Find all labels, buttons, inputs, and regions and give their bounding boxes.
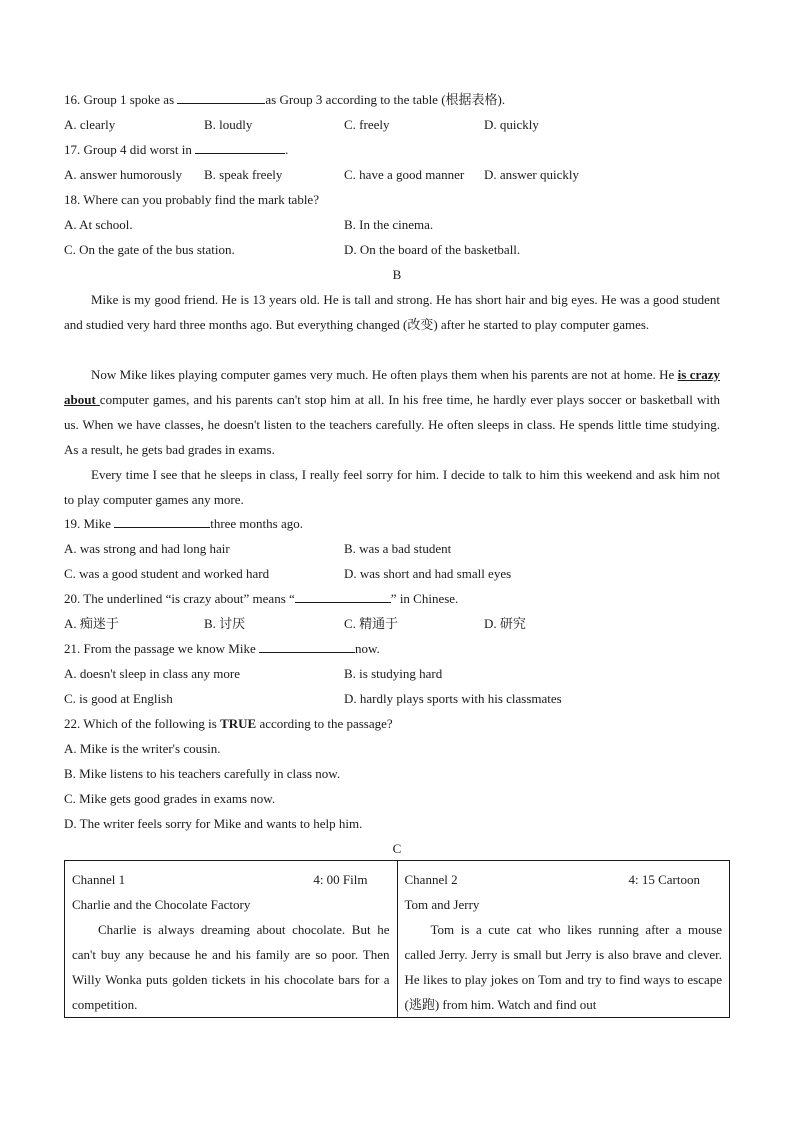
option-a: A. answer humorously xyxy=(64,167,183,182)
option-a: A. was strong and had long hair xyxy=(64,541,230,556)
section-heading-b: B xyxy=(392,267,402,282)
question-21-stem: 21. From the passage we know Mike now. xyxy=(64,641,380,656)
option-c: C. have a good manner xyxy=(344,167,465,182)
program-title: Charlie and the Chocolate Factory xyxy=(72,897,251,912)
question-20-stem: 20. The underlined “is crazy about” means “ ” in Chinese. xyxy=(64,591,459,606)
channel-name: Channel 1 xyxy=(72,872,126,887)
passage-paragraph-1: Mike is my good friend. He is 13 years old. He is tall and strong. He has short hair and big eyes. He was a good student and studied very hard three months ago. But everything changed (改变) after he started to play computer games. xyxy=(64,292,720,332)
channel-time: 4: 00 Film xyxy=(313,872,368,887)
option-b: B. 讨厌 xyxy=(204,616,246,631)
option-a: A. doesn't sleep in class any more xyxy=(64,666,240,681)
option-d: D. answer quickly xyxy=(484,167,579,182)
program-title: Tom and Jerry xyxy=(404,897,480,912)
question-17-stem: 17. Group 4 did worst in . xyxy=(64,142,289,157)
option-d: D. hardly plays sports with his classmates xyxy=(344,691,562,706)
option-b: B. loudly xyxy=(204,117,253,132)
channel-header xyxy=(72,867,390,892)
program-description: Tom is a cute cat who likes running after a mouse called Jerry. Jerry is small but Jerry is also brave and clever. He likes to play jokes on Tom and try to find ways to escape (逃跑) from him. Watch and find out xyxy=(404,922,722,1012)
option-c: C. 精通于 xyxy=(344,616,399,631)
channel-name: Channel 2 xyxy=(404,872,458,887)
option-b: B. is studying hard xyxy=(344,666,443,681)
option-c: C. was a good student and worked hard xyxy=(64,566,270,581)
option-c: C. is good at English xyxy=(64,691,173,706)
option-a: A. Mike is the writer's cousin. xyxy=(64,741,221,756)
question-22-stem: 22. Which of the following is TRUE according to the passage? xyxy=(64,716,393,731)
option-d: D. was short and had small eyes xyxy=(344,566,512,581)
channel-cell xyxy=(65,861,398,1018)
channel-cell xyxy=(397,861,730,1018)
answer-blank xyxy=(295,591,391,603)
option-b: B. speak freely xyxy=(204,167,283,182)
channel-table xyxy=(64,860,730,1018)
option-b: B. In the cinema. xyxy=(344,217,434,232)
option-a: A. At school. xyxy=(64,217,133,232)
option-b: B. was a bad student xyxy=(344,541,452,556)
passage-paragraph-2: Now Mike likes playing computer games very much. He often plays them when his parents are not at home. He is crazy about computer games, and his parents can't stop him at all. In his free time, he hardly ever plays soccer or basketball with us. When we have classes, he doesn't listen to the teachers carefully. He often sleeps in class. He spends little time studying. As a result, he gets bad grades in exams. xyxy=(64,367,720,457)
option-b: B. Mike listens to his teachers carefully in class now. xyxy=(64,766,341,781)
option-a: A. clearly xyxy=(64,117,116,132)
option-d: D. quickly xyxy=(484,117,539,132)
program-description: Charlie is always dreaming about chocolate. But he can't buy any because he and his family are so poor. Then Willy Wonka puts golden tickets in his chocolate bars for a competition. xyxy=(72,922,390,1012)
option-d: D. The writer feels sorry for Mike and wants to help him. xyxy=(64,816,363,831)
option-d: D. 研究 xyxy=(484,616,526,631)
answer-blank xyxy=(177,92,265,104)
passage-paragraph-3: Every time I see that he sleeps in class, I really feel sorry for him. I decide to talk to him this weekend and ask him not to play computer games any more. xyxy=(64,467,720,507)
answer-blank xyxy=(259,641,355,653)
underlined-phrase: is crazy about xyxy=(64,367,720,407)
option-c: C. Mike gets good grades in exams now. xyxy=(64,791,276,806)
section-heading-c: C xyxy=(392,841,402,856)
answer-blank xyxy=(114,516,210,528)
answer-blank xyxy=(195,142,285,154)
question-19-stem: 19. Mike three months ago. xyxy=(64,516,303,531)
option-a: A. 痴迷于 xyxy=(64,616,119,631)
option-c: C. On the gate of the bus station. xyxy=(64,242,235,257)
option-d: D. On the board of the basketball. xyxy=(344,242,521,257)
question-16-stem: 16. Group 1 spoke as as Group 3 according to the table (根据表格). xyxy=(64,92,506,107)
channel-header xyxy=(405,867,723,892)
question-18-stem: 18. Where can you probably find the mark table? xyxy=(64,192,319,207)
channel-time: 4: 15 Cartoon xyxy=(628,872,700,887)
option-c: C. freely xyxy=(344,117,390,132)
